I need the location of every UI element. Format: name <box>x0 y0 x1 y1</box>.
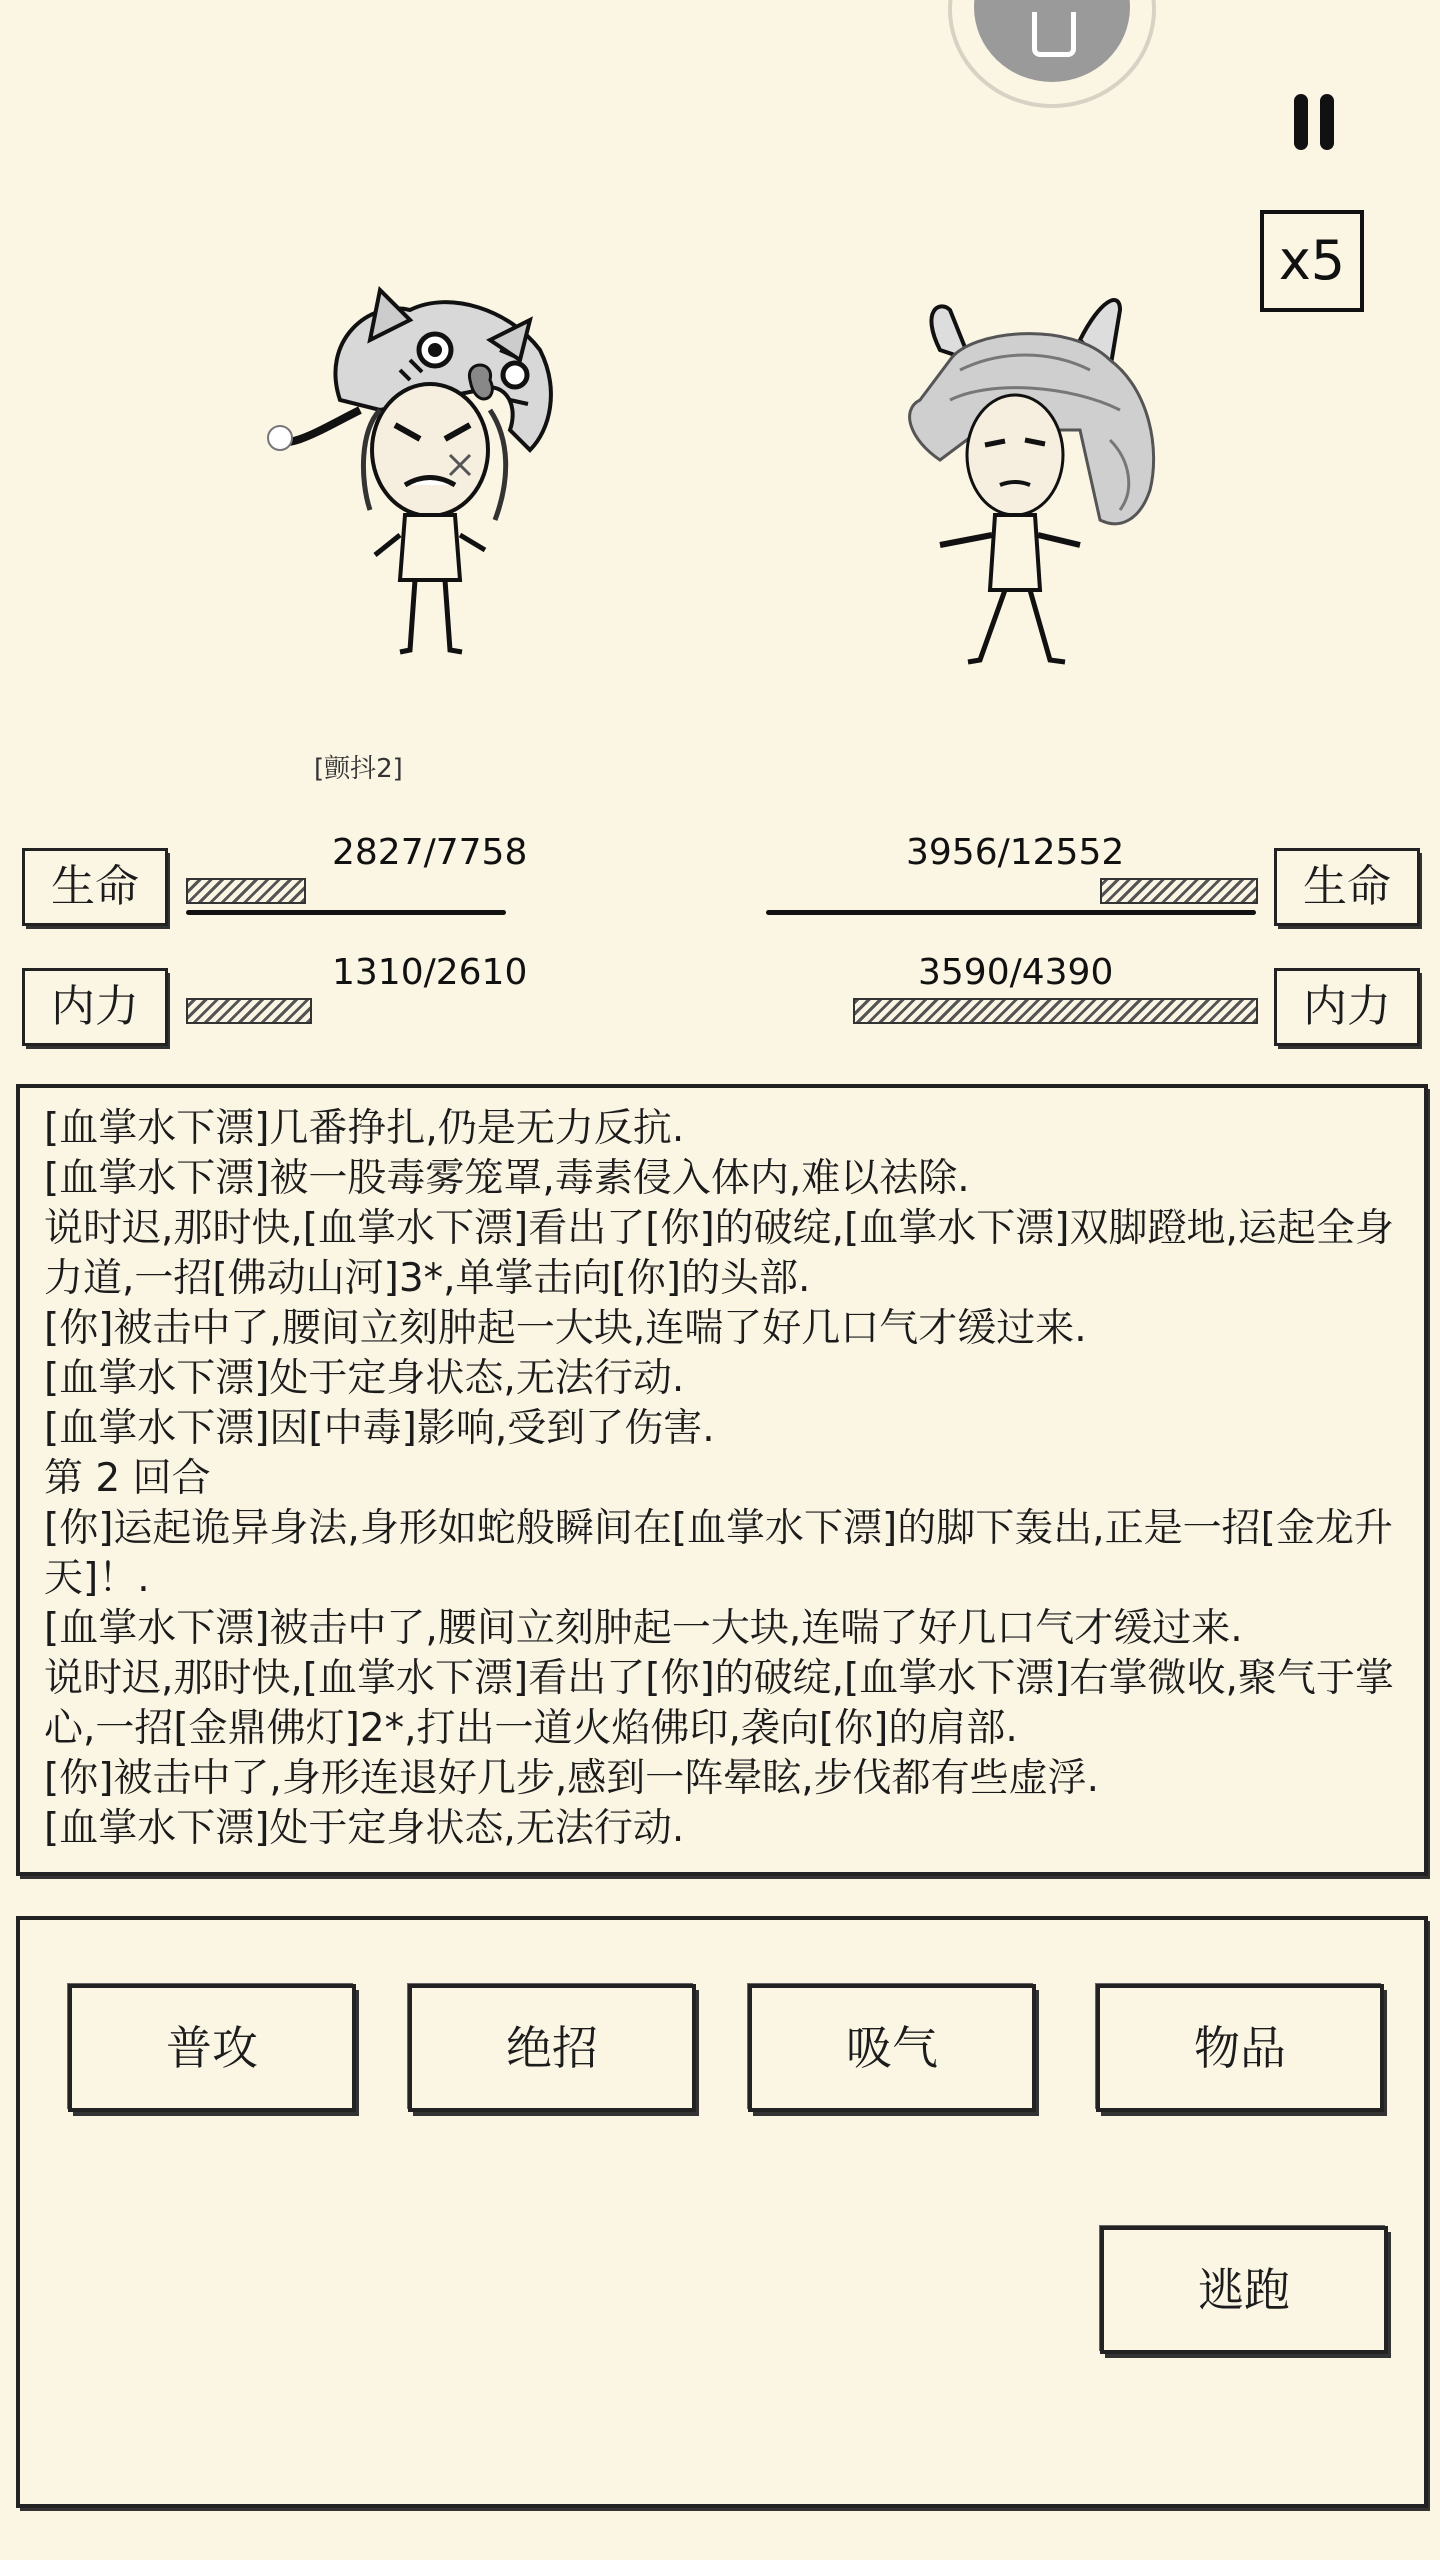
player-status-effect: [颤抖2] <box>314 754 403 784</box>
menu-icon <box>974 0 1130 82</box>
battle-log[interactable] <box>16 1084 1428 1876</box>
battle-log-line: 第 2 回合 <box>44 1456 211 1501</box>
battle-log-line: [血掌水下漂]被一股毒雾笼罩,毒素侵入体内,难以祛除. <box>44 1156 970 1201</box>
battle-log-line: 说时迟,那时快,[血掌水下漂]看出了[你]的破绽,[血掌水下漂]右掌微收,聚气于掌心,一招[金鼎佛灯]2*,打出一道火焰佛印,袭向[你]的肩部. <box>44 1656 1394 1751</box>
enemy-mp-bar-fill <box>853 998 1258 1024</box>
breathe-button[interactable]: 吸气 <box>748 1984 1036 2112</box>
battle-log-lines <box>44 1104 1404 1854</box>
enemy-mp-value: 3590/4390 <box>918 952 1114 993</box>
enemy-hp-bar-fill <box>1100 878 1258 904</box>
battle-log-line: [血掌水下漂]处于定身状态,无法行动. <box>44 1806 685 1851</box>
player-hp-label: 生命 <box>22 848 168 926</box>
player-character <box>260 280 560 700</box>
attack-button[interactable]: 普攻 <box>68 1984 356 2112</box>
enemy-hp-bar-track <box>766 910 1256 915</box>
battle-log-line: [你]运起诡异身法,身形如蛇般瞬间在[血掌水下漂]的脚下轰出,正是一招[金龙升天]！. <box>44 1506 1393 1601</box>
speed-button[interactable]: x5 <box>1260 210 1364 312</box>
battle-log-line: [血掌水下漂]几番挣扎,仍是无力反抗. <box>44 1106 685 1151</box>
pause-button[interactable] <box>1290 90 1350 156</box>
battle-log-line: 说时迟,那时快,[血掌水下漂]看出了[你]的破绽,[血掌水下漂]双脚蹬地,运起全身力道,一招[佛动山河]3*,单掌击向[你]的头部. <box>44 1206 1394 1301</box>
enemy-hp-value: 3956/12552 <box>906 832 1125 873</box>
flee-button[interactable]: 逃跑 <box>1100 2226 1388 2354</box>
items-button[interactable]: 物品 <box>1096 1984 1384 2112</box>
battle-log-line: [血掌水下漂]处于定身状态,无法行动. <box>44 1356 685 1401</box>
top-menu-button[interactable] <box>948 0 1156 108</box>
player-hp-bar-track <box>186 910 506 915</box>
player-hp-bar-fill <box>186 878 306 904</box>
enemy-mp-label: 内力 <box>1274 968 1420 1046</box>
enemy-hp-label: 生命 <box>1274 848 1420 926</box>
player-mp-bar-fill <box>186 998 312 1024</box>
battle-log-line: [血掌水下漂]因[中毒]影响,受到了伤害. <box>44 1406 715 1451</box>
battle-log-line: [血掌水下漂]被击中了,腰间立刻肿起一大块,连喘了好几口气才缓过来. <box>44 1606 1243 1651</box>
ultimate-button[interactable]: 绝招 <box>408 1984 696 2112</box>
battle-log-line: [你]被击中了,身形连退好几步,感到一阵晕眩,步伐都有些虚浮. <box>44 1756 1100 1801</box>
player-hp-value: 2827/7758 <box>332 832 528 873</box>
player-mp-label: 内力 <box>22 968 168 1046</box>
action-panel <box>16 1916 1428 2508</box>
pause-icon <box>1294 94 1308 150</box>
player-mp-value: 1310/2610 <box>332 952 528 993</box>
enemy-character <box>880 290 1180 710</box>
battle-log-line: [你]被击中了,腰间立刻肿起一大块,连喘了好几口气才缓过来. <box>44 1306 1087 1351</box>
